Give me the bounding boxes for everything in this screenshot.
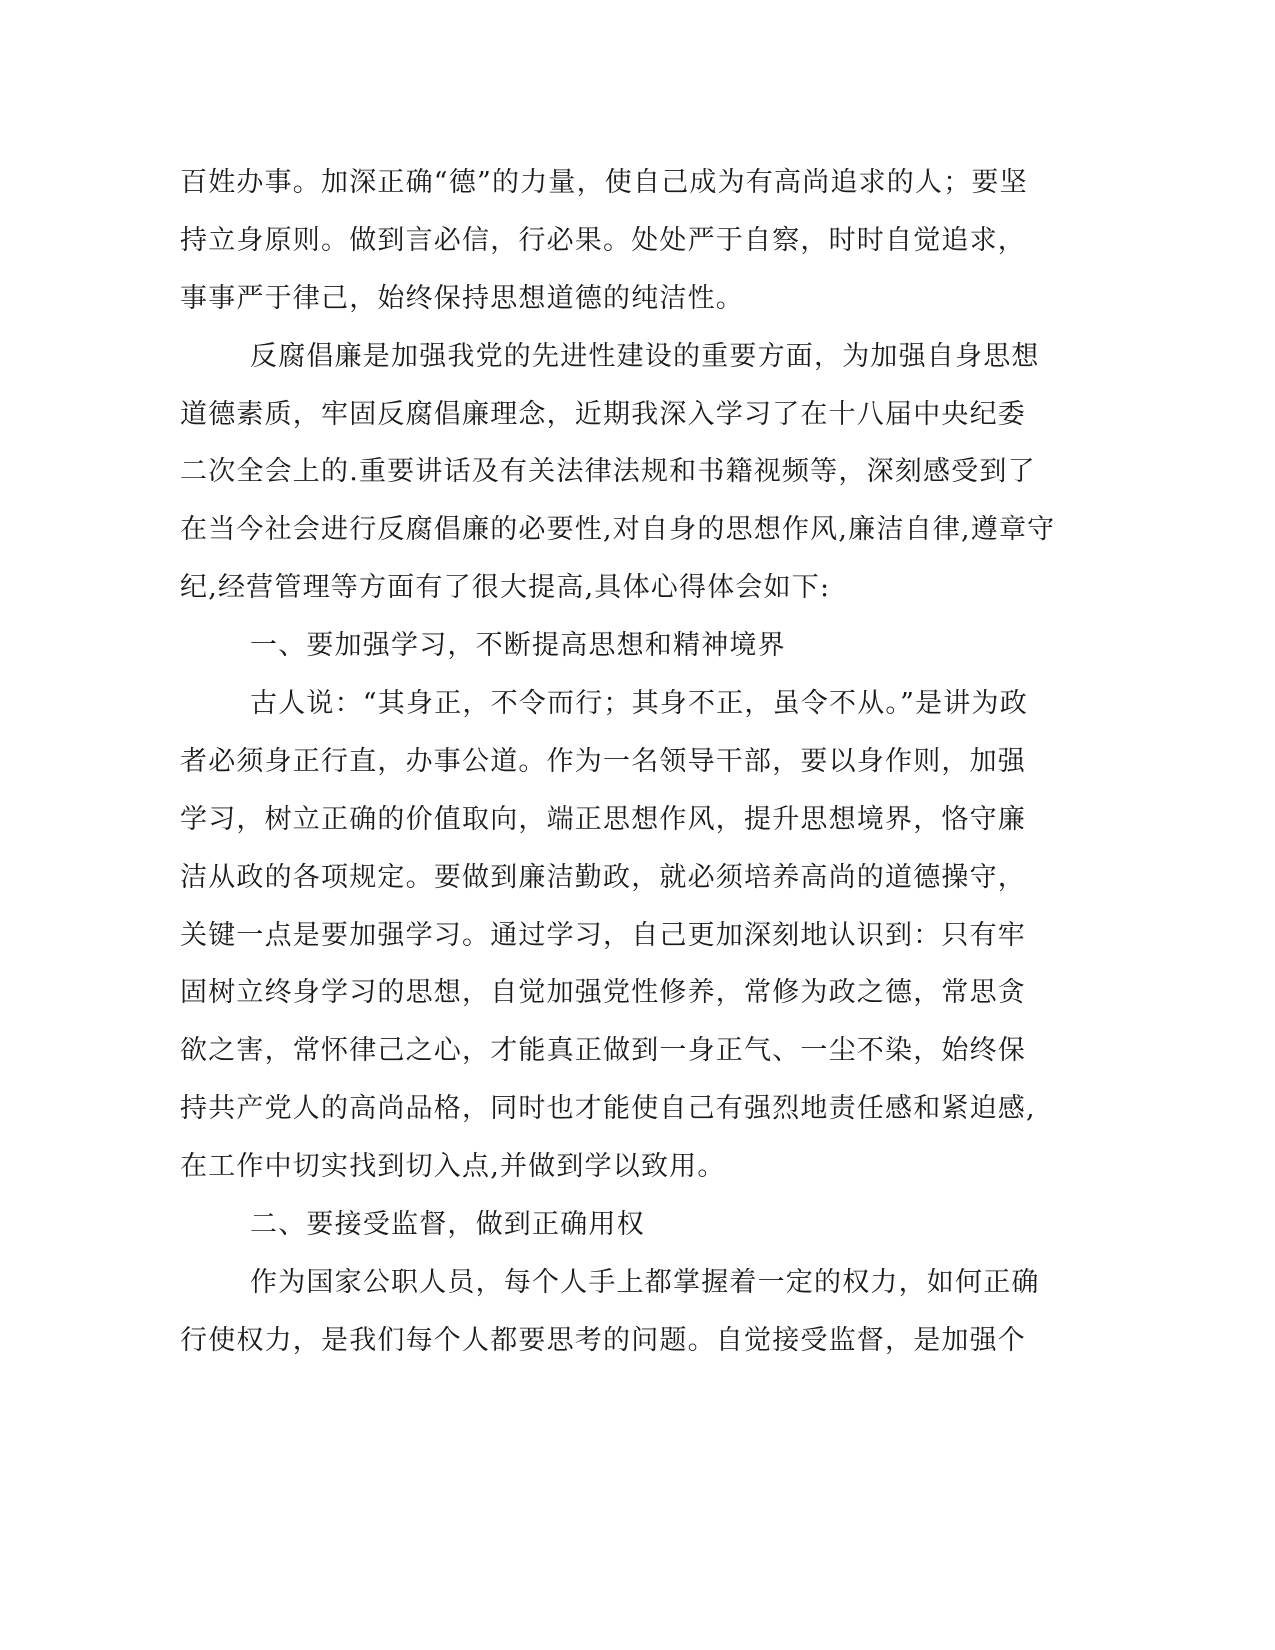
text-line: 在当今社会进行反腐倡廉的必要性,对自身的思想作风,廉洁自律,遵章守 (180, 514, 1056, 546)
paragraph-first-line: 作为国家公职人员，每个人手上都掌握着一定的权力，如何正确 (250, 1266, 1040, 1298)
paragraph-first-line: 反腐倡廉是加强我党的先进性建设的重要方面，为加强自身思想 (250, 340, 1040, 372)
text-line: 在工作中切实找到切入点,并做到学以致用。 (180, 1151, 726, 1183)
text-line: 者必须身正行直，办事公道。作为一名领导干部，要以身作则，加强 (180, 745, 1026, 777)
text-line: 关键一点是要加强学习。通过学习，自己更加深刻地认识到：只有牢 (180, 919, 1026, 951)
text-line: 事事严于律己，始终保持思想道德的纯洁性。 (180, 282, 744, 314)
section-heading-1: 一、要加强学习，不断提高思想和精神境界 (250, 630, 786, 662)
text-line: 二次全会上的.重要讲话及有关法律法规和书籍视频等，深刻感受到了 (180, 456, 1036, 488)
paragraph-first-line: 古人说：“其身正，不令而行；其身不正，虽令不从。”是讲为政 (250, 688, 1028, 720)
text-line: 固树立终身学习的思想，自觉加强党性修养，常修为政之德，常思贪 (180, 977, 1026, 1009)
text-line: 持共产党人的高尚品格，同时也才能使自己有强烈地责任感和紧迫感, (180, 1093, 1036, 1125)
text-line: 道德素质，牢固反腐倡廉理念，近期我深入学习了在十八届中央纪委 (180, 398, 1026, 430)
text-line: 持立身原则。做到言必信，行必果。处处严于自察，时时自觉追求， (180, 224, 1026, 256)
text-line: 洁从政的各项规定。要做到廉洁勤政，就必须培养高尚的道德操守， (180, 861, 1026, 893)
section-heading-2: 二、要接受监督，做到正确用权 (250, 1209, 645, 1241)
text-line: 学习，树立正确的价值取向，端正思想作风，提升思想境界，恪守廉 (180, 803, 1026, 835)
text-line: 纪,经营管理等方面有了很大提高,具体心得体会如下: (180, 572, 831, 604)
text-line: 百姓办事。加深正确“德”的力量，使自己成为有高尚追求的人；要坚 (180, 167, 1028, 198)
document-body (180, 154, 1056, 1370)
text-line: 欲之害，常怀律己之心，才能真正做到一身正气、一尘不染，始终保 (180, 1035, 1026, 1067)
text-line: 行使权力，是我们每个人都要思考的问题。自觉接受监督，是加强个 (180, 1324, 1026, 1356)
